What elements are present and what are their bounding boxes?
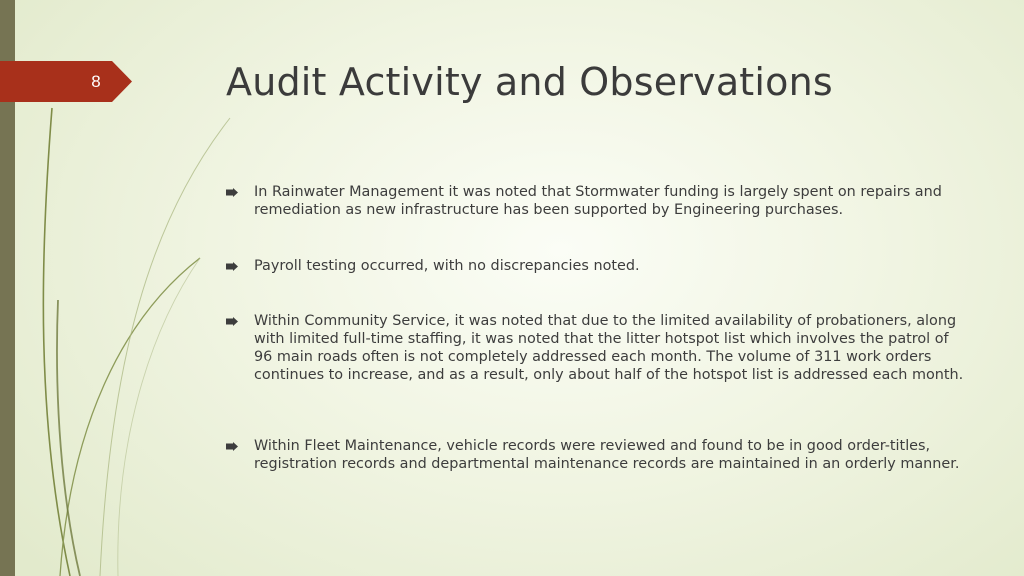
bullet-item [226, 183, 966, 219]
bullet-text: Payroll testing occurred, with no discrepancies noted. [254, 258, 640, 274]
arrow-bullet-icon [226, 188, 238, 197]
arrow-bullet-icon [226, 317, 238, 326]
arrow-bullet-icon [226, 442, 238, 451]
bullet-text: Within Community Service, it was noted that due to the limited availability of probationers, along with limited full-time staffing, it was noted that the litter hotspot list which involves the patrol of 96 main roads often is not completely addressed each month. The volume of 311 work orders continues to increase, and as a result, only about half of the hotspot list is addressed each month. [254, 313, 964, 383]
bullet-text: In Rainwater Management it was noted that Stormwater funding is largely spent on repairs and remediation as new infrastructure has been supported by Engineering purchases. [254, 184, 942, 218]
bullet-item [226, 257, 966, 275]
slide-number: 8 [91, 72, 101, 91]
bullet-item [226, 437, 966, 473]
slide-title: Audit Activity and Observations [226, 60, 833, 104]
arrow-bullet-icon [226, 262, 238, 271]
bullet-text: Within Fleet Maintenance, vehicle records were reviewed and found to be in good order-titles, registration records and departmental maintenance records are maintained in an orderly manner. [254, 438, 960, 472]
bullet-item [226, 312, 966, 384]
